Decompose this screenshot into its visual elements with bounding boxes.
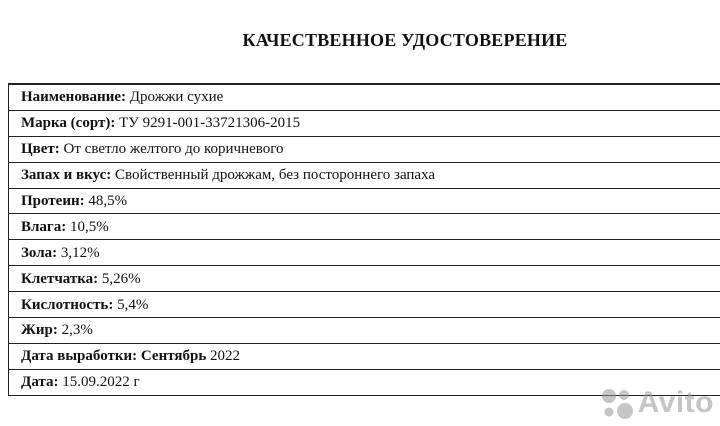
table-row-color (9, 136, 720, 162)
table-row-grade (9, 110, 720, 136)
table-cell (9, 343, 720, 369)
row-value: 2022 (210, 348, 241, 365)
table-cell (9, 318, 720, 344)
table-row-ash (9, 240, 720, 266)
row-label: Дата: (21, 374, 59, 391)
row-value: От светло желтого до коричневого (63, 141, 284, 158)
avito-logo-icon (600, 386, 634, 420)
table-cell (9, 292, 720, 318)
row-label: Запах и вкус: (21, 167, 112, 184)
table-cell (9, 266, 720, 292)
row-label: Наименование: (21, 89, 126, 106)
row-value: 10,5% (69, 218, 109, 235)
row-label: Зола: (21, 244, 58, 261)
row-label: Протеин: (21, 193, 85, 209)
row-value: 5,4% (117, 296, 149, 313)
row-value: 2,3% (61, 322, 93, 339)
row-value: 3,12% (60, 244, 100, 261)
row-label: Марка (сорт): (21, 115, 116, 132)
row-value: 15.09.2022 г (62, 374, 140, 391)
table-row-fat (9, 318, 720, 344)
row-label: Жир: (21, 322, 58, 339)
table-cell (9, 214, 720, 240)
table-cell (9, 84, 720, 110)
row-value: Свойственный дрожжам, без постороннего запаха (114, 167, 436, 184)
avito-watermark (600, 386, 714, 420)
table-row-fiber (9, 266, 720, 292)
quality-certificate-table (8, 83, 720, 396)
row-label: Влага: (21, 218, 67, 235)
table-row-protein (9, 188, 720, 214)
row-value: 48,5% (88, 193, 128, 209)
table-cell (9, 162, 720, 188)
table-row-moisture (9, 214, 720, 240)
table-cell (9, 188, 720, 214)
document-title: КАЧЕСТВЕННОЕ УДОСТОВЕРЕНИЕ (242, 30, 568, 50)
table-row-name (9, 84, 720, 110)
row-value-month: Сентябрь (140, 348, 207, 365)
row-value: ТУ 9291-001-33721306-2015 (119, 115, 301, 132)
row-label: Кислотность: (21, 296, 114, 313)
row-value: Дрожжи сухие (129, 89, 224, 106)
watermark-text: Avito (637, 386, 714, 419)
table-row-acidity (9, 292, 720, 318)
row-label: Цвет: (21, 141, 60, 158)
row-value: 5,26% (101, 270, 141, 287)
table-cell (9, 240, 720, 266)
table-cell (9, 110, 720, 136)
table-cell (9, 136, 720, 162)
table-row-production-date (9, 343, 720, 369)
row-label: Дата выработки: (21, 348, 138, 365)
row-label: Клетчатка: (21, 270, 99, 287)
table-row-smell-taste (9, 162, 720, 188)
